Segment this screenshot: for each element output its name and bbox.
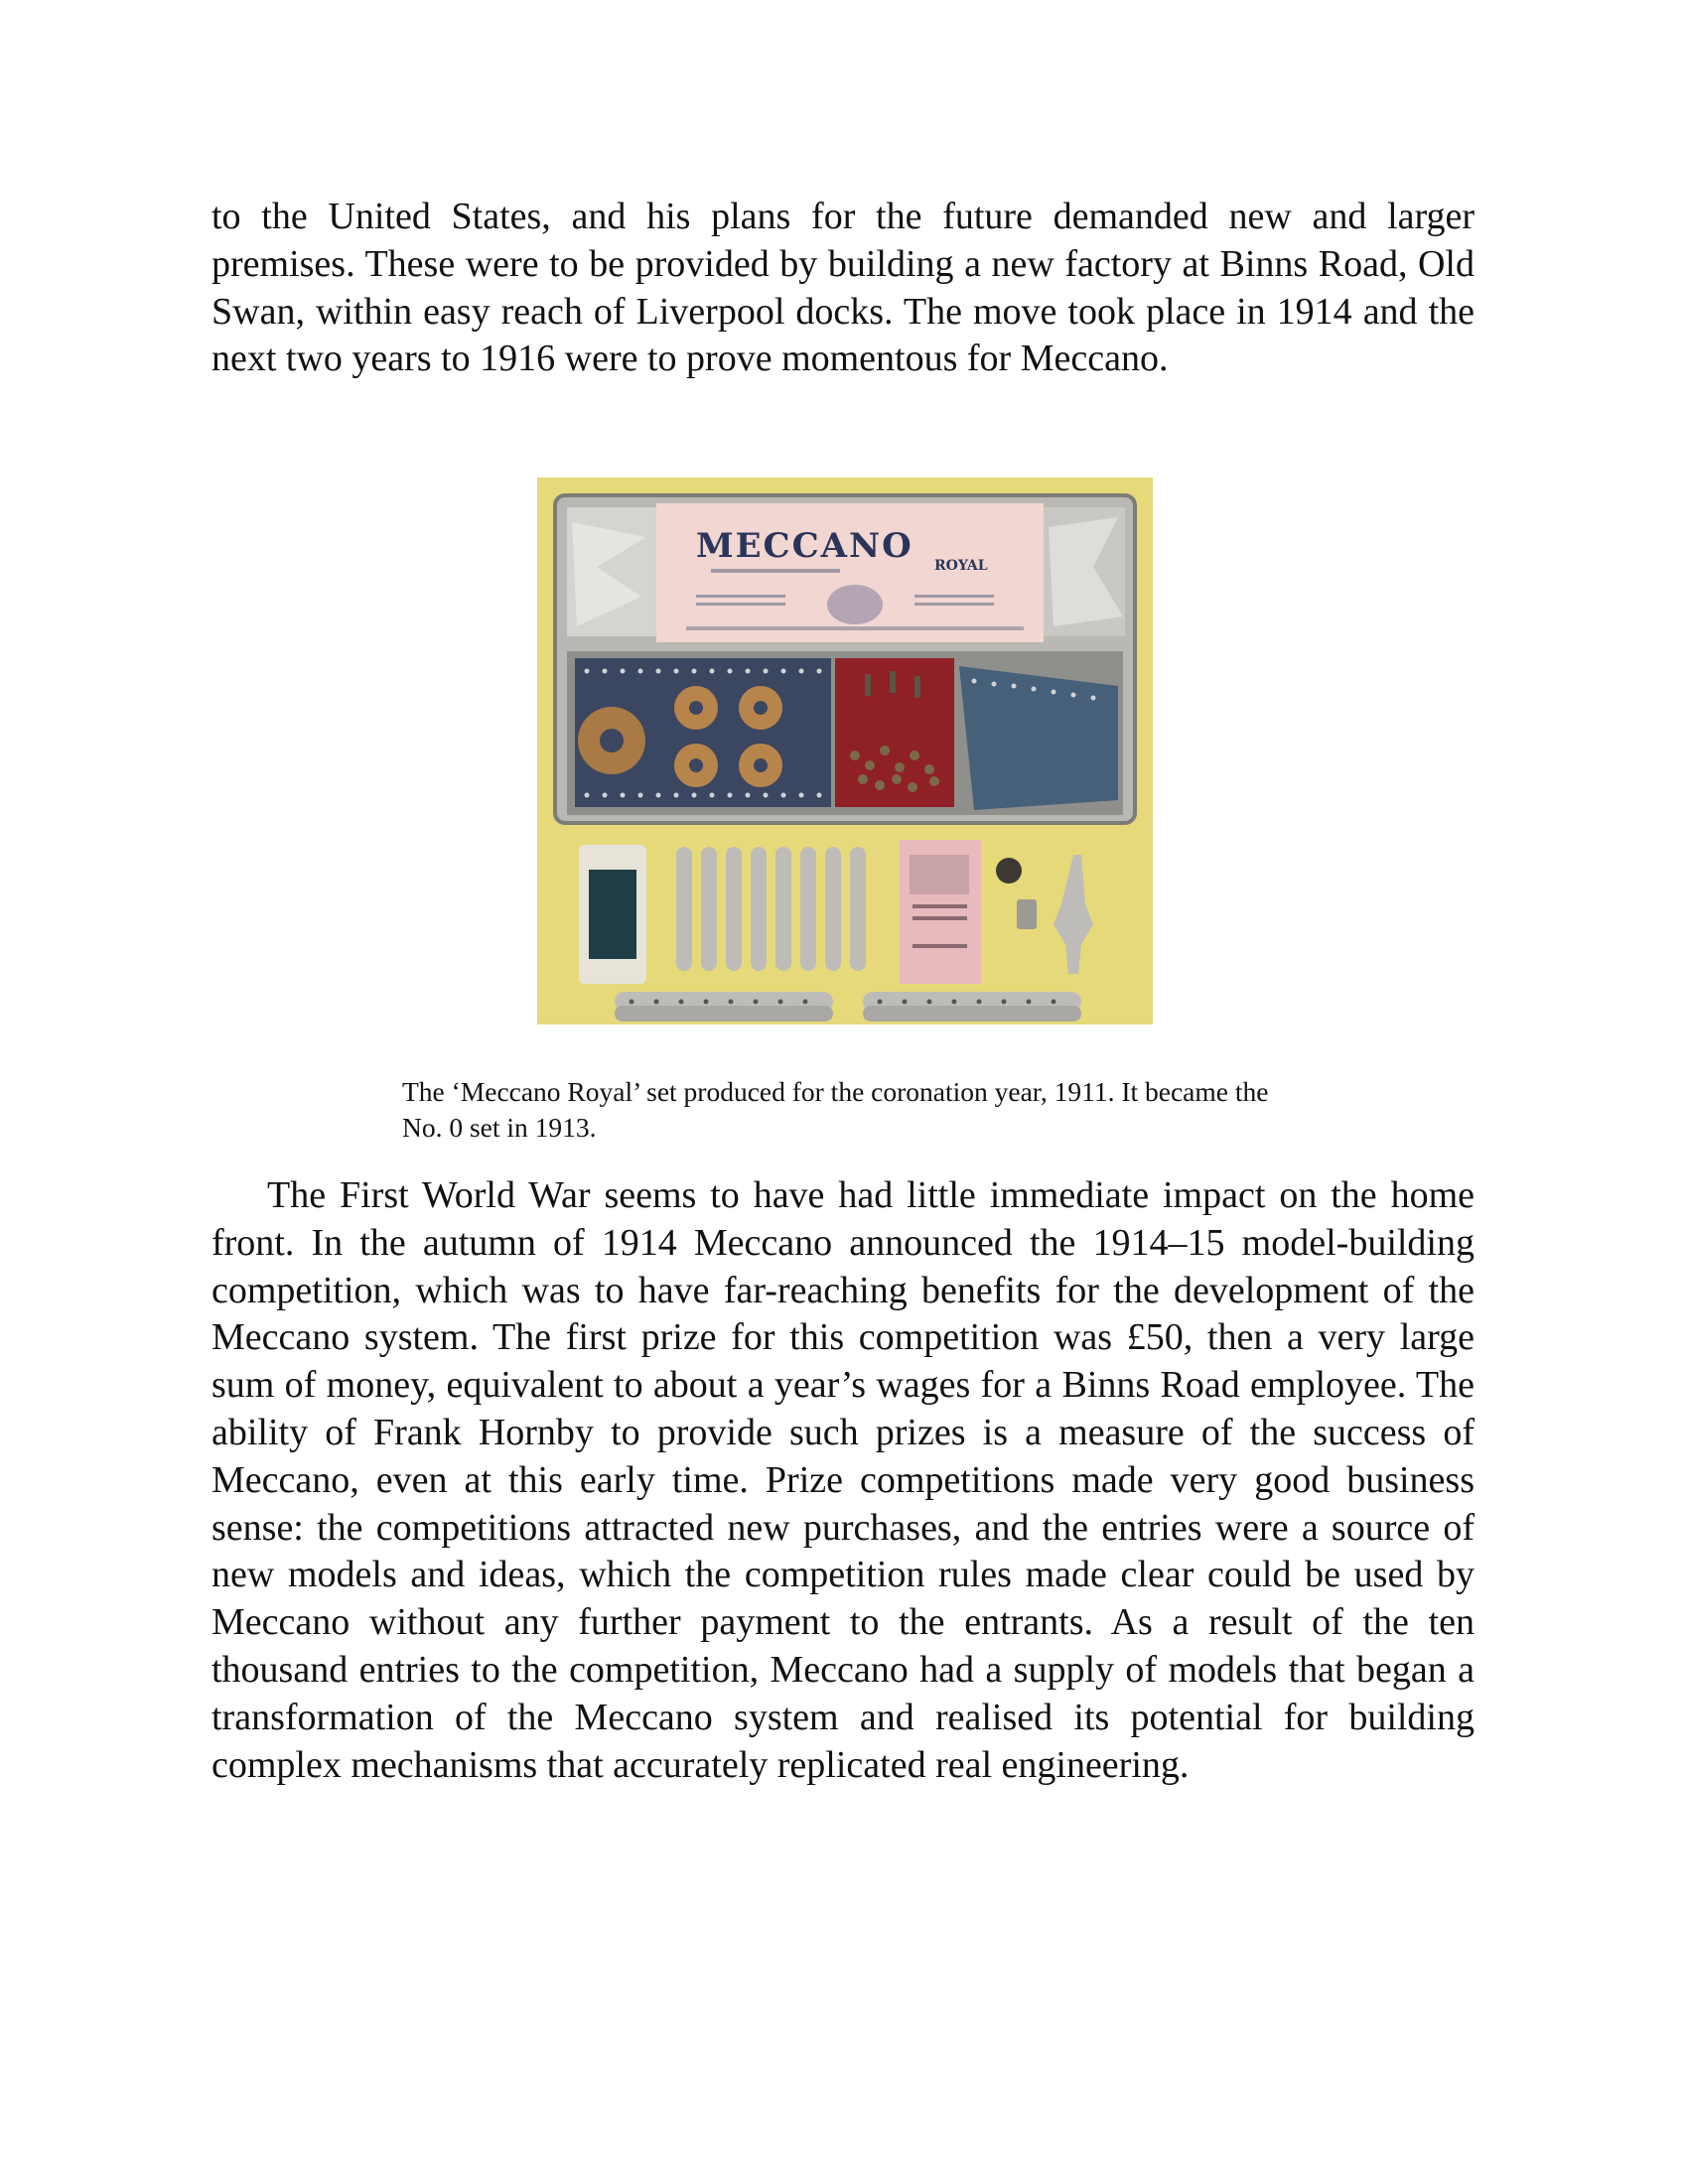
page-body-continued	[211, 1172, 1475, 1789]
paragraph-2: The First World War seems to have had little immediate impact on the home front. In the autumn of 1914 Meccano announced the 1914–15 model-building competition, which was to have far-reaching benefits for the development of the Meccano system. The first prize for this competition was £50, then a very large sum of money, equivalent to about a year’s wages for a Binns Road employee. The ability of Frank Hornby to provide such prizes is a measure of the success of Meccano, even at this early time. Prize competitions made very good business sense: the competitions attracted new purchases, and the entries were a source of new models and ideas, which the competition rules made clear could be used by Meccano without any further payment to the entrants. As a result of the ten thousand entries to the competition, Meccano had a supply of models that began a transformation of the Meccano system and realised its potential for building complex mechanisms that accurately replicated real engineering.	[211, 1174, 1475, 1786]
lid-subtitle-text: ROYAL	[934, 558, 988, 574]
paragraph-1: to the United States, and his plans for the future demanded new and larger premises. These were to be provided by building a new factory at Binns Road, Old Swan, within easy reach of Liverpool docks. The move took place in 1914 and the next two years to 1916 were to prove momentous for Meccano.	[211, 196, 1475, 380]
page-body	[211, 194, 1475, 383]
meccano-royal-set-photo	[537, 478, 1153, 1024]
lid-title-text: MECCANO	[696, 526, 914, 566]
figure-caption: The ‘Meccano Royal’ set produced for the coronation year, 1911. It became the No. 0 set in 1913.	[402, 1076, 1269, 1143]
